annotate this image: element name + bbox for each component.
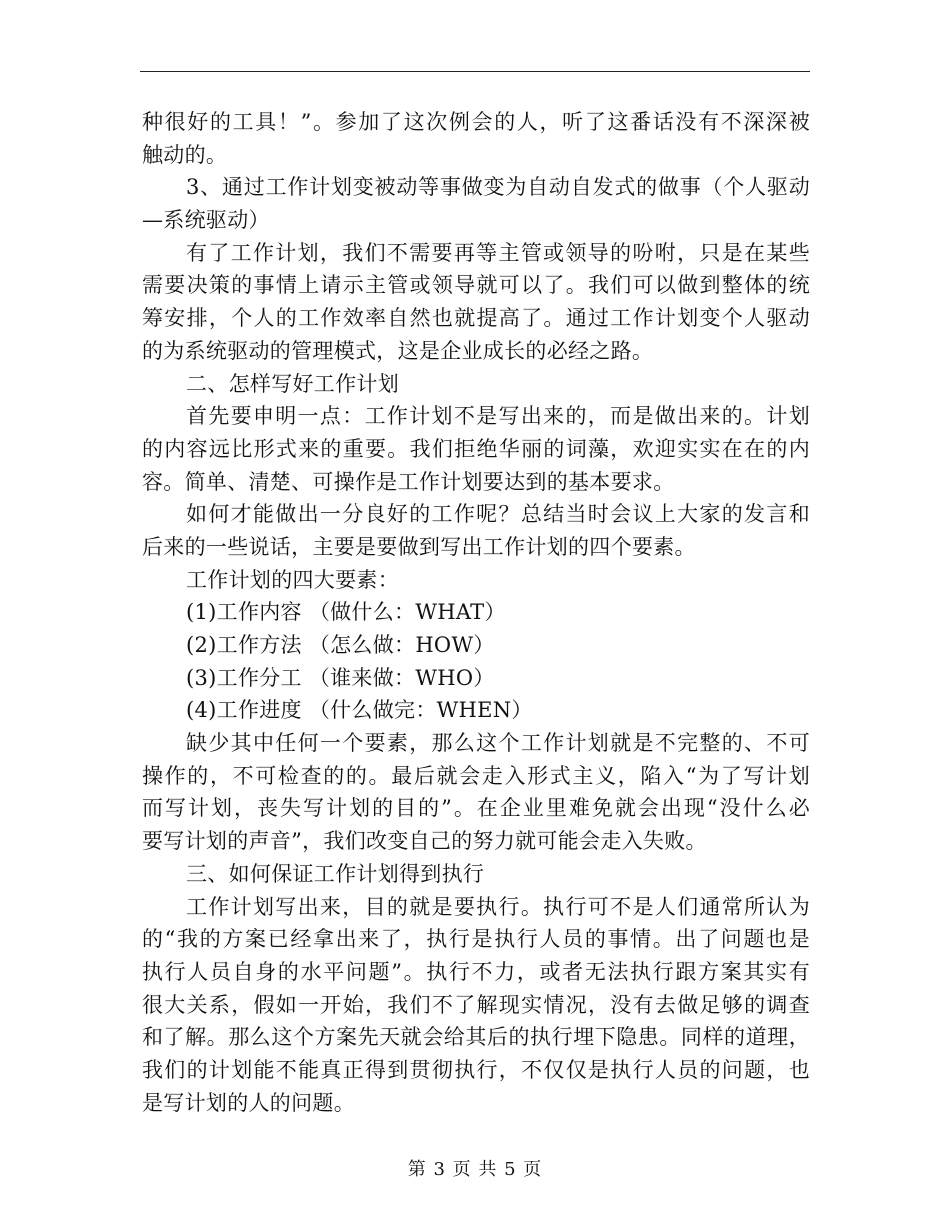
text-line: 很大关系，假如一开始，我们不了解现实情况，没有去做足够的调查	[142, 992, 810, 1017]
text-line: 的“我的方案已经拿出来了，执行是执行人员的事情。出了问题也是	[142, 927, 810, 952]
text-line: 后来的一些说话，主要是要做到写出工作计划的四个要素。	[142, 534, 696, 559]
text-line: 和了解。那么这个方案先天就会给其后的执行埋下隐患。同样的道理，	[142, 1025, 810, 1050]
text-line: 3、通过工作计划变被动等事做变为自动自发式的做事（个人驱动	[186, 175, 810, 200]
text-line: 需要决策的事情上请示主管或领导就可以了。我们可以做到整体的统	[142, 273, 810, 298]
text-line: 首先要申明一点：工作计划不是写出来的，而是做出来的。计划	[186, 404, 810, 429]
page-number: 第 3 页 共 5 页	[407, 1159, 543, 1180]
text-line: 操作的，不可检查的的。最后就会走入形式主义，陷入“为了写计划	[142, 763, 810, 788]
text-line: (1)工作内容 （做什么：WHAT）	[186, 600, 506, 625]
text-line: —系统驱动）	[142, 208, 270, 233]
text-line: (2)工作方法 （怎么做：HOW）	[186, 633, 495, 657]
text-line: 我们的计划能不能真正得到贯彻执行，不仅仅是执行人员的问题，也	[142, 1057, 810, 1082]
text-line: 是写计划的人的问题。	[142, 1090, 355, 1115]
text-line: 要写计划的声音”，我们改变自己的努力就可能会走入失败。	[142, 829, 707, 854]
text-line: 容。简单、清楚、可操作是工作计划要达到的基本要求。	[142, 469, 675, 494]
text-line: 有了工作计划，我们不需要再等主管或领导的吩咐，只是在某些	[186, 240, 810, 265]
text-line: 工作计划的四大要素：	[186, 567, 399, 592]
text-line: 缺少其中任何一个要素，那么这个工作计划就是不完整的、不可	[186, 731, 810, 756]
text-line: 工作计划写出来，目的就是要执行。执行可不是人们通常所认为	[186, 894, 810, 919]
text-line: 执行人员自身的水平问题”。执行不力，或者无法执行跟方案其实有	[142, 959, 810, 984]
text-line: (3)工作分工 （谁来做：WHO）	[186, 665, 495, 690]
text-line: 的内容远比形式来的重要。我们拒绝华丽的词藻，欢迎实实在在的内	[142, 436, 810, 461]
document-body	[142, 106, 810, 1119]
text-line: 三、如何保证工作计划得到执行	[186, 861, 485, 886]
text-line: 而写计划，丧失写计划的目的”。在企业里难免就会出现“没什么必	[142, 796, 810, 821]
text-line: 二、怎样写好工作计划	[186, 371, 399, 396]
text-line: 种很好的工具！”。参加了这次例会的人，听了这番话没有不深深被	[142, 110, 810, 134]
text-line: 如何才能做出一分良好的工作呢？总结当时会议上大家的发言和	[186, 502, 810, 527]
header-rule	[140, 71, 810, 72]
text-line: (4)工作进度 （什么做完：WHEN）	[186, 698, 533, 723]
text-line: 筹安排，个人的工作效率自然也就提高了。通过工作计划变个人驱动	[142, 306, 810, 331]
text-line: 的为系统驱动的管理模式，这是企业成长的必经之路。	[142, 338, 654, 363]
text-line: 触动的。	[142, 142, 228, 167]
